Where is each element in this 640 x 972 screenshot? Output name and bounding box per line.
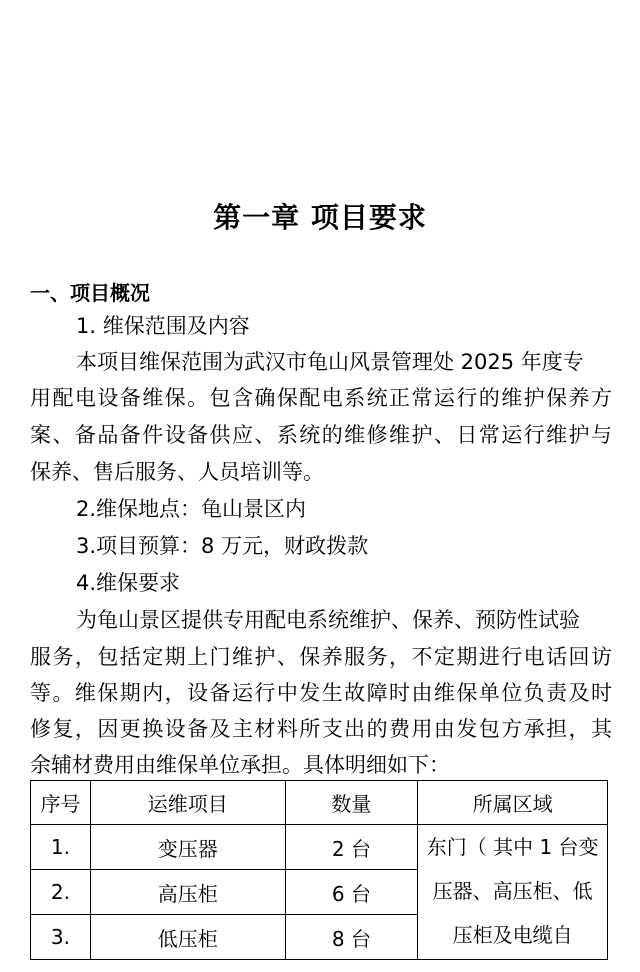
header-qty: 数量 [285,781,418,825]
table-row [31,825,608,870]
paragraph2-line3: 等。维保期内，设备运行中发生故障时由维保单位负责及时 [30,681,612,705]
row-no: 2. [31,870,91,915]
item2-location: 2.维保地点：龟山景区内 [76,497,307,521]
maintenance-detail-table [30,780,608,960]
row-no: 1. [31,825,91,870]
paragraph1-line3: 案、备品备件设备供应、系统的维修维护、日常运行维护与 [30,423,612,447]
row-qty: 6 台 [285,870,418,915]
item3-budget: 3.项目预算：8 万元，财政拨款 [76,534,369,558]
paragraph2-line1: 为龟山景区提供专用配电系统维护、保养、预防性试验 [76,608,580,632]
paragraph1-line2: 用配电设备维保。包含确保配电系统正常运行的维护保养方 [30,386,612,410]
header-item: 运维项目 [90,781,285,825]
header-no: 序号 [31,781,91,825]
area-cell [418,825,608,960]
item1-title: 1. 维保范围及内容 [76,314,250,338]
item4-title: 4.维保要求 [76,571,181,595]
row-no: 3. [31,915,91,960]
row-item: 变压器 [90,825,285,870]
paragraph1-line1: 本项目维保范围为武汉市龟山风景管理处 2025 年度专 [76,350,584,374]
paragraph2-line5: 余辅材费用由维保单位承担。具体明细如下： [30,753,450,777]
row-qty: 8 台 [285,915,418,960]
header-area: 所属区域 [418,781,608,825]
table-header-row [31,781,608,825]
chapter-title: 第一章 项目要求 [213,201,427,234]
paragraph2-line2: 服务，包括定期上门维护、保养服务，不定期进行电话回访 [30,645,612,669]
paragraph2-line4: 修复，因更换设备及主材料所支出的费用由发包方承担，其 [30,717,612,741]
row-item: 高压柜 [90,870,285,915]
paragraph1-line4: 保养、售后服务、人员培训等。 [30,460,324,484]
row-item: 低压柜 [90,915,285,960]
area-line: 东门（ 其中 1 台变 [426,835,599,859]
area-line: 压柜及电缆自 [452,923,573,947]
row-qty: 2 台 [285,825,418,870]
section-heading: 一、项目概况 [30,281,150,305]
area-line: 压器、高压柜、低 [432,879,593,903]
